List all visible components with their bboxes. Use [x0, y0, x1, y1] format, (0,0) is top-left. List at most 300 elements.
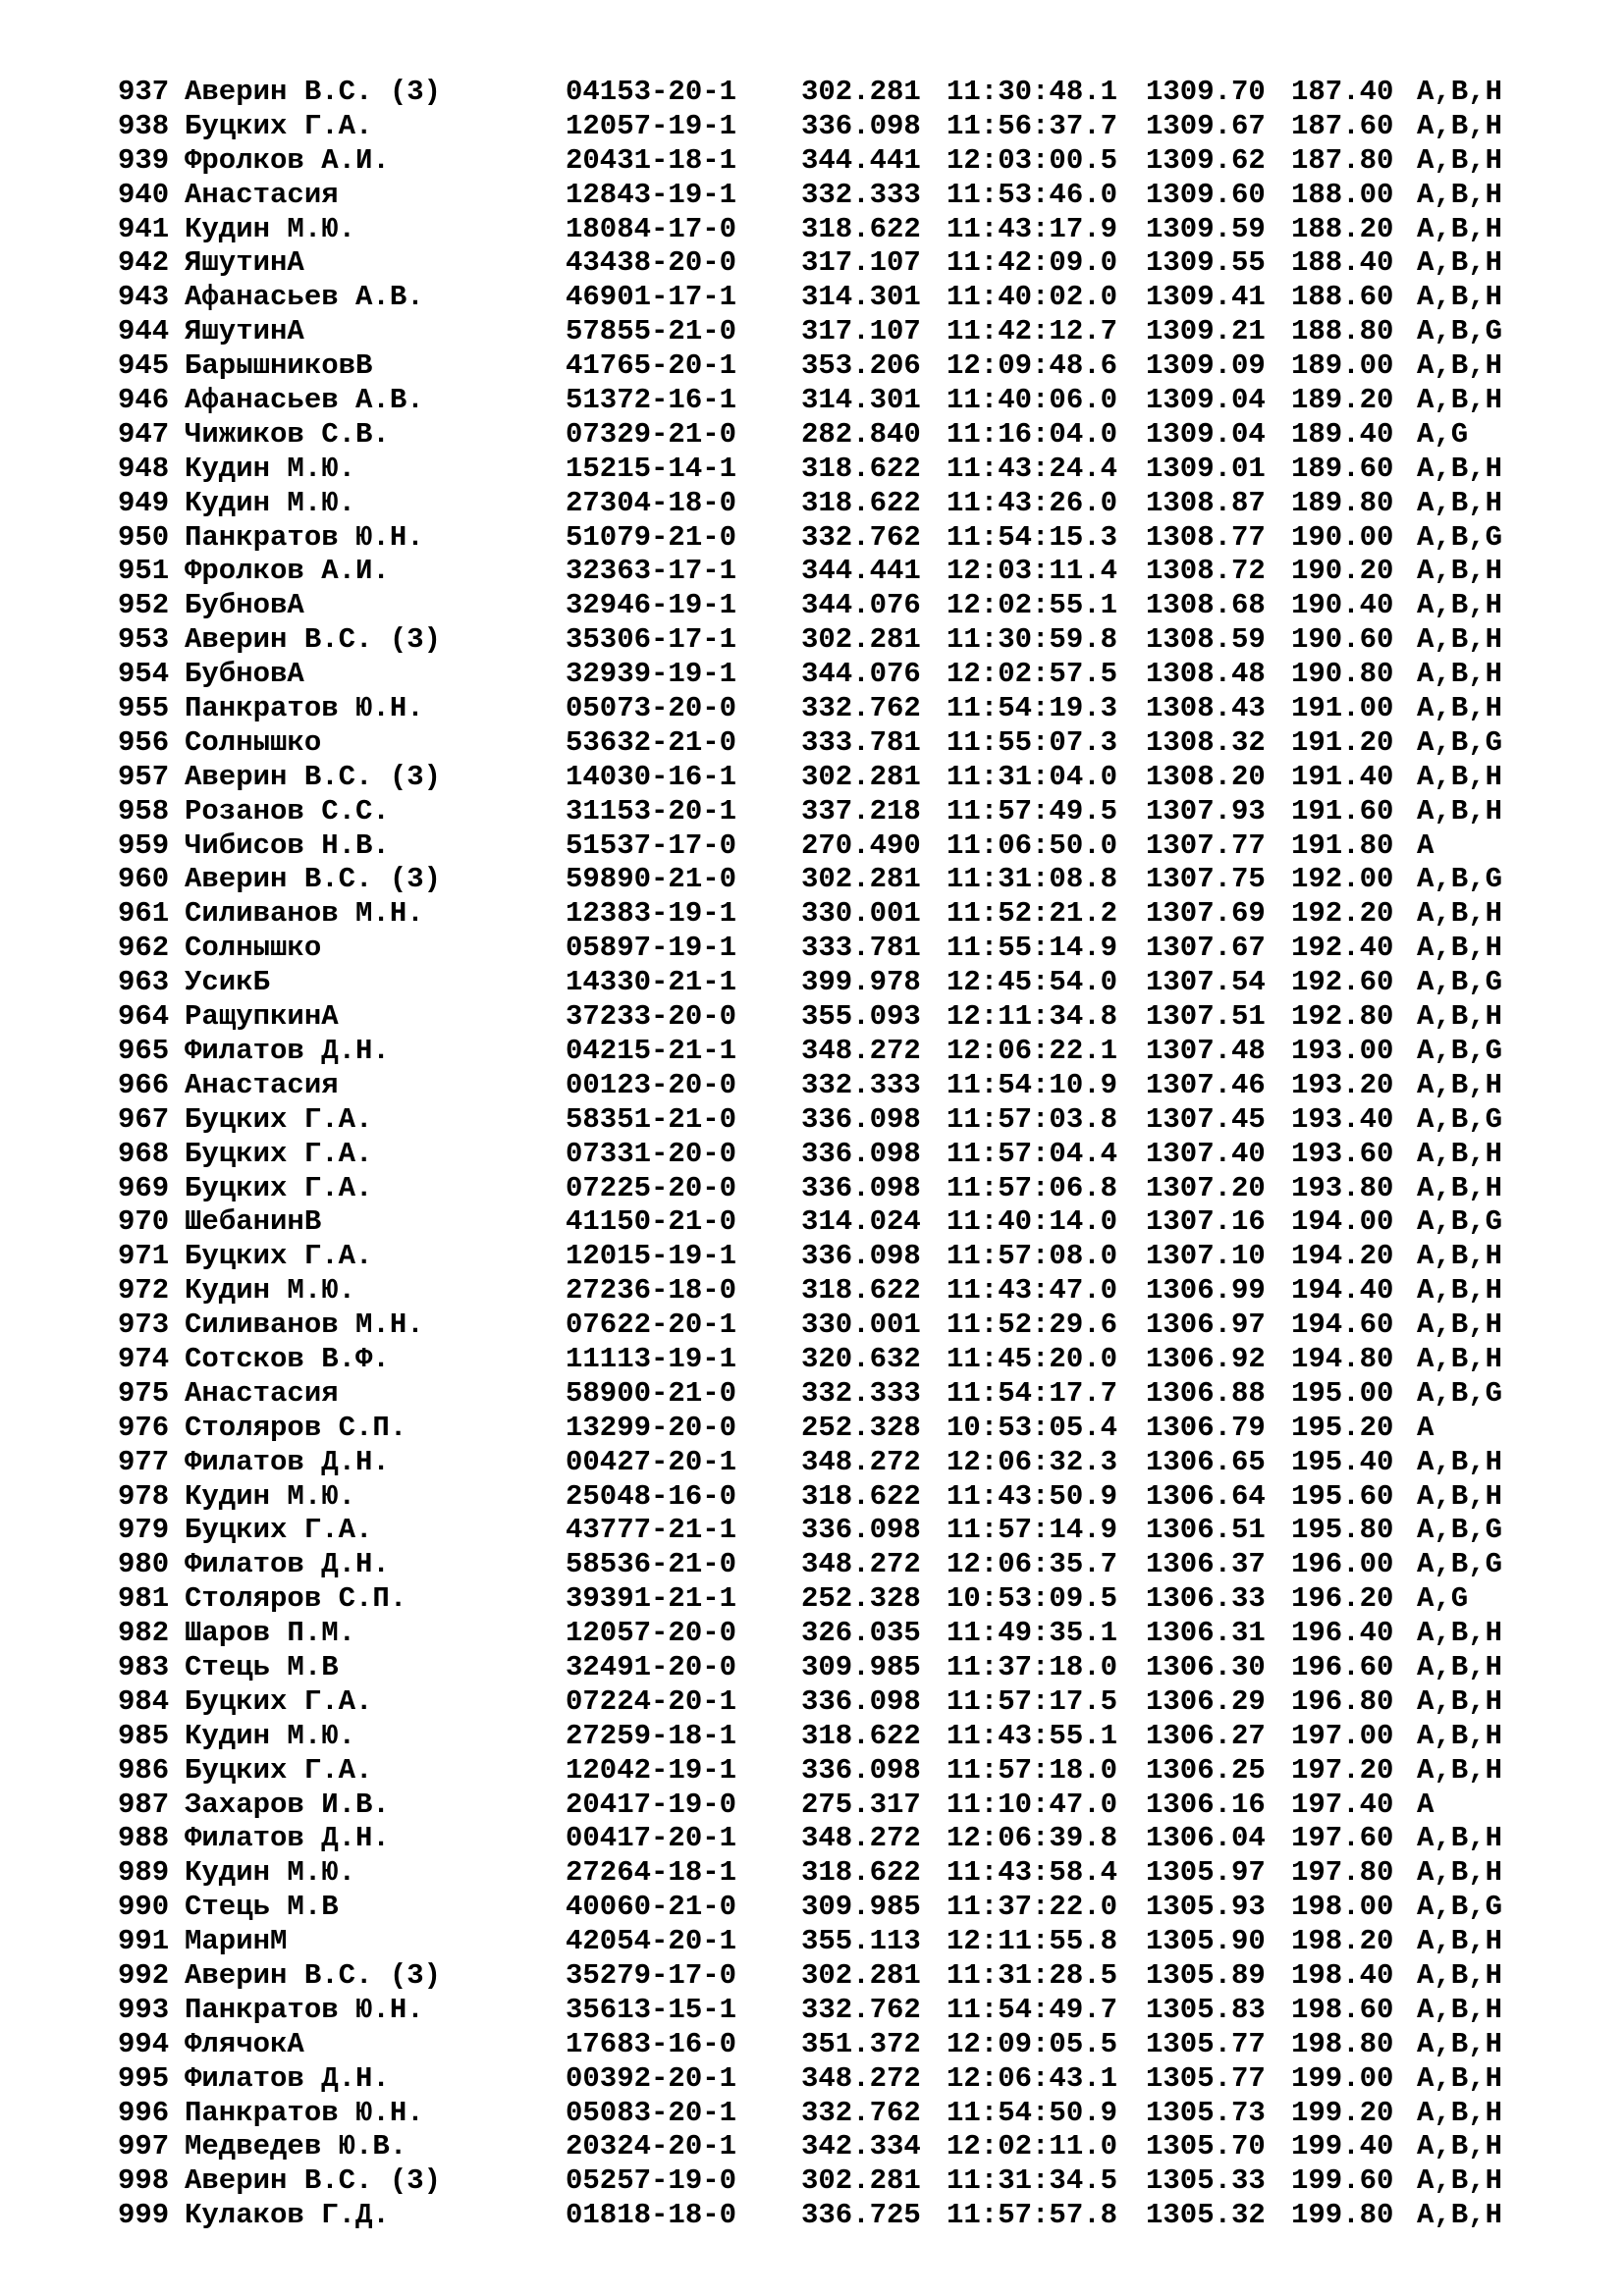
speed: 1306.37 [1146, 1548, 1266, 1581]
participant-name: Стець М.В [185, 1650, 339, 1683]
categories: A,B,G [1417, 520, 1503, 554]
ring-number: 51079-21-0 [566, 520, 737, 554]
arrival-time: 11:49:35.1 [947, 1617, 1118, 1650]
participant-name: БубновА [185, 589, 304, 622]
result-row [118, 1514, 1502, 1548]
participant-name: Буцких Г.А. [185, 1137, 373, 1170]
arrival-time: 11:54:15.3 [947, 520, 1118, 554]
arrival-time: 11:54:17.7 [947, 1376, 1118, 1410]
ring-number: 32491-20-0 [566, 1650, 737, 1683]
distance: 342.334 [801, 2130, 921, 2163]
speed: 1306.04 [1146, 1822, 1266, 1855]
ring-number: 27304-18-0 [566, 486, 737, 519]
result-row [118, 487, 1502, 521]
ring-number: 05083-20-1 [566, 2096, 737, 2129]
participant-name: Чибисов Н.В. [185, 828, 390, 862]
ring-number: 00123-20-0 [566, 1068, 737, 1101]
speed: 1309.04 [1146, 417, 1266, 451]
distance: 270.490 [801, 828, 921, 862]
speed: 1306.30 [1146, 1650, 1266, 1683]
speed: 1308.20 [1146, 760, 1266, 793]
categories: A,B,G [1417, 725, 1503, 759]
arrival-time: 11:43:58.4 [947, 1856, 1118, 1890]
points: 195.40 [1291, 1445, 1394, 1478]
place-number: 999 [118, 2199, 170, 2232]
points: 188.00 [1291, 178, 1394, 211]
place-number: 957 [118, 760, 170, 793]
arrival-time: 11:43:47.0 [947, 1274, 1118, 1308]
categories: A,G [1417, 417, 1469, 451]
result-row [118, 281, 1502, 315]
speed: 1307.16 [1146, 1205, 1266, 1239]
participant-name: Аверин В.С. (3) [185, 2164, 442, 2198]
result-row [118, 726, 1502, 761]
distance: 314.301 [801, 384, 921, 417]
distance: 318.622 [801, 1719, 921, 1752]
result-row [118, 349, 1502, 384]
arrival-time: 11:43:24.4 [947, 452, 1118, 485]
distance: 314.301 [801, 281, 921, 314]
points: 196.20 [1291, 1582, 1394, 1616]
place-number: 941 [118, 212, 170, 245]
arrival-time: 11:57:49.5 [947, 794, 1118, 828]
result-row [118, 932, 1502, 966]
participant-name: УсикБ [185, 966, 271, 999]
categories: A,B,H [1417, 1479, 1503, 1513]
categories: A,B,H [1417, 281, 1503, 314]
ring-number: 01818-18-0 [566, 2199, 737, 2232]
speed: 1309.67 [1146, 109, 1266, 142]
arrival-time: 11:56:37.7 [947, 109, 1118, 142]
speed: 1306.79 [1146, 1411, 1266, 1444]
distance: 302.281 [801, 863, 921, 896]
result-row [118, 1822, 1502, 1856]
ring-number: 59890-21-0 [566, 863, 737, 896]
arrival-time: 11:43:50.9 [947, 1479, 1118, 1513]
arrival-time: 12:06:22.1 [947, 1034, 1118, 1067]
result-row [118, 2164, 1502, 2199]
arrival-time: 11:31:34.5 [947, 2164, 1118, 2198]
arrival-time: 11:54:50.9 [947, 2096, 1118, 2129]
ring-number: 11113-19-1 [566, 1342, 737, 1375]
distance: 252.328 [801, 1582, 921, 1616]
ring-number: 05073-20-0 [566, 692, 737, 725]
result-row [118, 1035, 1502, 1069]
points: 199.80 [1291, 2199, 1394, 2232]
ring-number: 41765-20-1 [566, 349, 737, 383]
place-number: 964 [118, 1000, 170, 1034]
distance: 344.076 [801, 658, 921, 691]
result-row [118, 1343, 1502, 1377]
ring-number: 20431-18-1 [566, 143, 737, 177]
points: 193.20 [1291, 1068, 1394, 1101]
ring-number: 00392-20-1 [566, 2061, 737, 2095]
categories: A,B,G [1417, 1891, 1503, 1924]
result-row [118, 2097, 1502, 2131]
result-row [118, 1856, 1502, 1891]
speed: 1308.77 [1146, 520, 1266, 554]
participant-name: Кудин М.Ю. [185, 212, 356, 245]
points: 193.80 [1291, 1171, 1394, 1204]
result-row [118, 179, 1502, 213]
points: 192.80 [1291, 1000, 1394, 1034]
participant-name: Буцких Г.А. [185, 1514, 373, 1547]
result-row [118, 1959, 1502, 1994]
categories: A,B,H [1417, 623, 1503, 657]
categories: A,B,H [1417, 1993, 1503, 2026]
ring-number: 04215-21-1 [566, 1034, 737, 1067]
result-row [118, 110, 1502, 144]
place-number: 994 [118, 2027, 170, 2060]
ring-number: 07331-20-0 [566, 1137, 737, 1170]
arrival-time: 12:11:55.8 [947, 1925, 1118, 1958]
arrival-time: 11:31:28.5 [947, 1958, 1118, 1992]
result-row [118, 829, 1502, 864]
participant-name: Столяров С.П. [185, 1411, 407, 1444]
arrival-time: 11:43:17.9 [947, 212, 1118, 245]
arrival-time: 11:57:03.8 [947, 1102, 1118, 1136]
points: 189.00 [1291, 349, 1394, 383]
distance: 336.725 [801, 2199, 921, 2232]
points: 190.60 [1291, 623, 1394, 657]
place-number: 996 [118, 2096, 170, 2129]
place-number: 938 [118, 109, 170, 142]
place-number: 942 [118, 246, 170, 280]
place-number: 983 [118, 1650, 170, 1683]
place-number: 953 [118, 623, 170, 657]
ring-number: 12015-19-1 [566, 1240, 737, 1273]
participant-name: Афанасьев А.В. [185, 281, 424, 314]
ring-number: 53632-21-0 [566, 725, 737, 759]
distance: 317.107 [801, 315, 921, 348]
participant-name: МаринМ [185, 1925, 288, 1958]
categories: A,B,H [1417, 2096, 1503, 2129]
result-row [118, 213, 1502, 247]
place-number: 951 [118, 555, 170, 588]
ring-number: 42054-20-1 [566, 1925, 737, 1958]
categories: A,B,H [1417, 932, 1503, 965]
points: 194.00 [1291, 1205, 1394, 1239]
arrival-time: 12:02:57.5 [947, 658, 1118, 691]
place-number: 988 [118, 1822, 170, 1855]
categories: A [1417, 1788, 1435, 1821]
ring-number: 17683-16-0 [566, 2027, 737, 2060]
place-number: 950 [118, 520, 170, 554]
speed: 1307.40 [1146, 1137, 1266, 1170]
ring-number: 35306-17-1 [566, 623, 737, 657]
participant-name: Аверин В.С. (3) [185, 1958, 442, 1992]
ring-number: 15215-14-1 [566, 452, 737, 485]
result-row [118, 1172, 1502, 1206]
participant-name: БарышниковВ [185, 349, 373, 383]
ring-number: 40060-21-0 [566, 1891, 737, 1924]
points: 198.60 [1291, 1993, 1394, 2026]
place-number: 965 [118, 1034, 170, 1067]
points: 195.00 [1291, 1376, 1394, 1410]
arrival-time: 12:45:54.0 [947, 966, 1118, 999]
points: 197.60 [1291, 1822, 1394, 1855]
participant-name: Буцких Г.А. [185, 1102, 373, 1136]
categories: A,B,G [1417, 1376, 1503, 1410]
distance: 326.035 [801, 1617, 921, 1650]
result-row [118, 1412, 1502, 1446]
arrival-time: 12:09:48.6 [947, 349, 1118, 383]
result-row [118, 1789, 1502, 1823]
speed: 1306.97 [1146, 1308, 1266, 1342]
categories: A [1417, 828, 1435, 862]
points: 191.00 [1291, 692, 1394, 725]
arrival-time: 11:30:59.8 [947, 623, 1118, 657]
speed: 1306.25 [1146, 1753, 1266, 1787]
place-number: 948 [118, 452, 170, 485]
participant-name: Кулаков Г.Д. [185, 2199, 390, 2232]
place-number: 954 [118, 658, 170, 691]
speed: 1306.64 [1146, 1479, 1266, 1513]
points: 196.80 [1291, 1684, 1394, 1718]
distance: 336.098 [801, 1171, 921, 1204]
speed: 1309.70 [1146, 76, 1266, 108]
result-row [118, 1240, 1502, 1274]
distance: 336.098 [801, 1240, 921, 1273]
distance: 348.272 [801, 1034, 921, 1067]
place-number: 966 [118, 1068, 170, 1101]
place-number: 978 [118, 1479, 170, 1513]
ring-number: 12057-19-1 [566, 109, 737, 142]
place-number: 949 [118, 486, 170, 519]
distance: 348.272 [801, 1445, 921, 1478]
place-number: 989 [118, 1856, 170, 1890]
ring-number: 05897-19-1 [566, 932, 737, 965]
categories: A,B,H [1417, 212, 1503, 245]
place-number: 997 [118, 2130, 170, 2163]
arrival-time: 12:03:11.4 [947, 555, 1118, 588]
ring-number: 00427-20-1 [566, 1445, 737, 1478]
distance: 348.272 [801, 1548, 921, 1581]
arrival-time: 11:37:22.0 [947, 1891, 1118, 1924]
arrival-time: 12:02:11.0 [947, 2130, 1118, 2163]
points: 191.20 [1291, 725, 1394, 759]
arrival-time: 11:31:04.0 [947, 760, 1118, 793]
place-number: 973 [118, 1308, 170, 1342]
points: 194.60 [1291, 1308, 1394, 1342]
distance: 318.622 [801, 1856, 921, 1890]
result-row [118, 453, 1502, 487]
participant-name: Стець М.В [185, 1891, 339, 1924]
ring-number: 04153-20-1 [566, 76, 737, 108]
place-number: 945 [118, 349, 170, 383]
distance: 336.098 [801, 1684, 921, 1718]
ring-number: 25048-16-0 [566, 1479, 737, 1513]
ring-number: 20324-20-1 [566, 2130, 737, 2163]
ring-number: 43777-21-1 [566, 1514, 737, 1547]
place-number: 979 [118, 1514, 170, 1547]
points: 195.80 [1291, 1514, 1394, 1547]
result-row [118, 1480, 1502, 1515]
participant-name: Солнышко [185, 932, 322, 965]
ring-number: 14330-21-1 [566, 966, 737, 999]
result-row [118, 1891, 1502, 1925]
speed: 1307.93 [1146, 794, 1266, 828]
participant-name: Аверин В.С. (3) [185, 863, 442, 896]
distance: 332.333 [801, 178, 921, 211]
categories: A,B,H [1417, 1719, 1503, 1752]
participant-name: Силиванов М.Н. [185, 1308, 424, 1342]
arrival-time: 11:55:07.3 [947, 725, 1118, 759]
participant-name: Филатов Д.Н. [185, 1034, 390, 1067]
distance: 337.218 [801, 794, 921, 828]
ring-number: 39391-21-1 [566, 1582, 737, 1616]
distance: 333.781 [801, 725, 921, 759]
distance: 252.328 [801, 1411, 921, 1444]
ring-number: 27259-18-1 [566, 1719, 737, 1752]
arrival-time: 12:06:39.8 [947, 1822, 1118, 1855]
place-number: 943 [118, 281, 170, 314]
speed: 1306.92 [1146, 1342, 1266, 1375]
categories: A,B,H [1417, 760, 1503, 793]
result-row [118, 1446, 1502, 1480]
points: 198.80 [1291, 2027, 1394, 2060]
result-row [118, 1994, 1502, 2028]
points: 196.60 [1291, 1650, 1394, 1683]
ring-number: 12057-20-0 [566, 1617, 737, 1650]
participant-name: Розанов С.С. [185, 794, 390, 828]
points: 192.00 [1291, 863, 1394, 896]
distance: 302.281 [801, 2164, 921, 2198]
place-number: 946 [118, 384, 170, 417]
result-row [118, 1617, 1502, 1651]
distance: 302.281 [801, 760, 921, 793]
points: 191.80 [1291, 828, 1394, 862]
speed: 1307.48 [1146, 1034, 1266, 1067]
categories: A,B,H [1417, 1753, 1503, 1787]
distance: 302.281 [801, 1958, 921, 1992]
result-row [118, 2062, 1502, 2097]
speed: 1305.93 [1146, 1891, 1266, 1924]
speed: 1309.59 [1146, 212, 1266, 245]
ring-number: 32363-17-1 [566, 555, 737, 588]
arrival-time: 11:42:09.0 [947, 246, 1118, 280]
place-number: 968 [118, 1137, 170, 1170]
participant-name: Фролков А.И. [185, 555, 390, 588]
participant-name: Панкратов Ю.Н. [185, 2096, 424, 2129]
place-number: 963 [118, 966, 170, 999]
distance: 336.098 [801, 1102, 921, 1136]
arrival-time: 11:57:57.8 [947, 2199, 1118, 2232]
speed: 1307.54 [1146, 966, 1266, 999]
speed: 1307.67 [1146, 932, 1266, 965]
arrival-time: 11:57:04.4 [947, 1137, 1118, 1170]
participant-name: Шаров П.М. [185, 1617, 356, 1650]
distance: 399.978 [801, 966, 921, 999]
ring-number: 35279-17-0 [566, 1958, 737, 1992]
participant-name: Солнышко [185, 725, 322, 759]
result-row [118, 2028, 1502, 2062]
categories: A,B,H [1417, 1274, 1503, 1308]
speed: 1308.72 [1146, 555, 1266, 588]
participant-name: Аверин В.С. (3) [185, 76, 442, 108]
distance: 275.317 [801, 1788, 921, 1821]
points: 189.80 [1291, 486, 1394, 519]
points: 196.40 [1291, 1617, 1394, 1650]
points: 189.20 [1291, 384, 1394, 417]
points: 193.40 [1291, 1102, 1394, 1136]
arrival-time: 11:53:46.0 [947, 178, 1118, 211]
place-number: 986 [118, 1753, 170, 1787]
points: 190.80 [1291, 658, 1394, 691]
points: 188.80 [1291, 315, 1394, 348]
place-number: 959 [118, 828, 170, 862]
points: 188.40 [1291, 246, 1394, 280]
points: 189.60 [1291, 452, 1394, 485]
place-number: 947 [118, 417, 170, 451]
participant-name: Анастасия [185, 178, 339, 211]
result-row [118, 2199, 1502, 2233]
points: 199.20 [1291, 2096, 1394, 2129]
speed: 1306.29 [1146, 1684, 1266, 1718]
speed: 1305.77 [1146, 2061, 1266, 2095]
place-number: 990 [118, 1891, 170, 1924]
speed: 1306.16 [1146, 1788, 1266, 1821]
ring-number: 12843-19-1 [566, 178, 737, 211]
distance: 332.762 [801, 1993, 921, 2026]
ring-number: 05257-19-0 [566, 2164, 737, 2198]
speed: 1309.21 [1146, 315, 1266, 348]
distance: 336.098 [801, 1137, 921, 1170]
place-number: 956 [118, 725, 170, 759]
arrival-time: 11:42:12.7 [947, 315, 1118, 348]
distance: 332.762 [801, 520, 921, 554]
ring-number: 57855-21-0 [566, 315, 737, 348]
participant-name: Кудин М.Ю. [185, 1274, 356, 1308]
speed: 1305.70 [1146, 2130, 1266, 2163]
result-row [118, 761, 1502, 795]
place-number: 985 [118, 1719, 170, 1752]
speed: 1308.43 [1146, 692, 1266, 725]
result-row [118, 692, 1502, 726]
points: 190.40 [1291, 589, 1394, 622]
arrival-time: 11:31:08.8 [947, 863, 1118, 896]
place-number: 976 [118, 1411, 170, 1444]
distance: 348.272 [801, 2061, 921, 2095]
place-number: 981 [118, 1582, 170, 1616]
points: 197.40 [1291, 1788, 1394, 1821]
points: 198.20 [1291, 1925, 1394, 1958]
participant-name: Филатов Д.Н. [185, 1445, 390, 1478]
participant-name: Буцких Г.А. [185, 109, 373, 142]
place-number: 982 [118, 1617, 170, 1650]
categories: A,B,H [1417, 1958, 1503, 1992]
arrival-time: 11:54:49.7 [947, 1993, 1118, 2026]
distance: 302.281 [801, 623, 921, 657]
speed: 1306.65 [1146, 1445, 1266, 1478]
points: 199.00 [1291, 2061, 1394, 2095]
place-number: 937 [118, 76, 170, 108]
distance: 344.441 [801, 143, 921, 177]
categories: A,B,H [1417, 658, 1503, 691]
place-number: 975 [118, 1376, 170, 1410]
place-number: 992 [118, 1958, 170, 1992]
place-number: 960 [118, 863, 170, 896]
speed: 1309.41 [1146, 281, 1266, 314]
participant-name: Филатов Д.Н. [185, 2061, 390, 2095]
categories: A,B,G [1417, 1102, 1503, 1136]
place-number: 969 [118, 1171, 170, 1204]
arrival-time: 12:09:05.5 [947, 2027, 1118, 2060]
arrival-time: 11:45:20.0 [947, 1342, 1118, 1375]
speed: 1307.75 [1146, 863, 1266, 896]
participant-name: Панкратов Ю.Н. [185, 1993, 424, 2026]
points: 188.60 [1291, 281, 1394, 314]
